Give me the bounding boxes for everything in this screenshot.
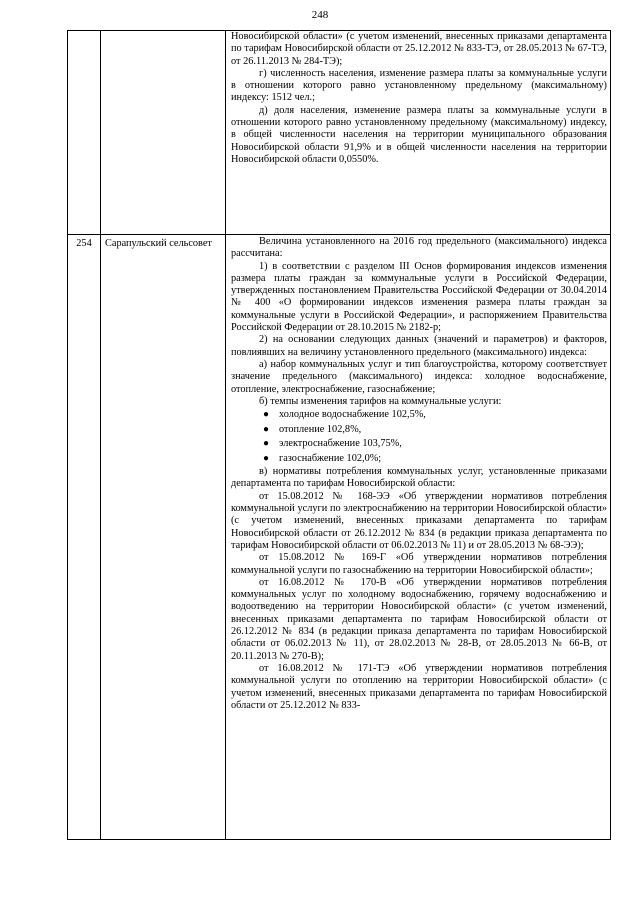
paragraph: д) доля населения, изменение размера платы за коммунальные услуги в отношении которого равно установленному предельному (максимальному) индексу, в общей численности населения на территории муниципального образования Новосибирской области 91,9% и в общей численности населения на территории Новосибирской области 0,0550%. [231, 104, 607, 165]
paragraph: от 16.08.2012 № 171-ТЭ «Об утверждении нормативов потребления коммунальной услуги по отоплению на территории Новосибирской области» (с учетом изменений, внесенных приказами департамента по тарифам Новосибирской области от 25.12.2012 № 833- [231, 662, 607, 711]
paragraph: Величина установленного на 2016 год предельного (максимального) индекса рассчитана: [231, 236, 607, 260]
list-item-text: электроснабжение 103,75%, [279, 438, 402, 450]
list-item [263, 408, 607, 423]
table-row [68, 31, 611, 235]
table-row [68, 235, 611, 840]
paragraph: от 16.08.2012 № 170-В «Об утверждении нормативов потребления коммунальных услуг по холодному водоснабжению, горячему водоснабжению и водоотведению на территории Новосибирской области» (с учетом изменений, внесенных приказами департамента по тарифам Новосибирской области от 26.12.2012 № 834 (в редакции приказа департамента по тарифам Новосибирской области от 06.02.2013 № 11), от 28.02.2013 № 28-В, от 28.05.2013 № 66-В, от 20.11.2013 № 270-В); [231, 576, 607, 662]
paragraph: от 15.08.2012 № 168-ЭЭ «Об утверждении нормативов потребления коммунальной услуги по электроснабжению на территории Новосибирской области» (с учетом изменений, внесенных приказами департамента по тарифам Новосибирской области от 26.12.2012 № 834 (в редакции приказа департамента по тарифам Новосибирской области от 06.02.2013 № 11) и от 28.05.2013 № 68-ЭЭ); [231, 490, 607, 551]
list-item [263, 423, 607, 438]
bullet-dot-icon: ● [263, 438, 270, 450]
municipality-name-cell [101, 31, 226, 235]
description-cell [226, 31, 611, 235]
list-item [263, 437, 607, 452]
bullet-dot-icon: ● [263, 409, 270, 421]
list-item-text: отопление 102,8%, [279, 423, 362, 435]
list-item-text: холодное водоснабжение 102,5%, [279, 409, 426, 421]
paragraph: от 15.08.2012 № 169-Г «Об утверждении нормативов потребления коммунальной услуги по газоснабжению на территории Новосибирской области»; [231, 552, 607, 576]
page-number: 248 [311, 9, 329, 21]
paragraph: а) набор коммунальных услуг и тип благоустройства, которому соответствует значение предельного (максимального) индекса: холодное водоснабжение, отопление, электроснабжение, газоснабжение; [231, 358, 607, 395]
paragraph: б) темпы изменения тарифов на коммунальные услуги: [259, 395, 502, 407]
row-number-cell: 254 [68, 235, 101, 840]
list-item-text: газоснабжение 102,0%; [279, 452, 382, 464]
row-number-cell [68, 31, 101, 235]
tariff-list [231, 408, 607, 466]
bullet-dot-icon: ● [263, 423, 270, 435]
paragraph: Новосибирской области» (с учетом изменений, внесенных приказами департамента по тарифам Новосибирской области от 25.12.2012 № 833-ТЭ, от 28.05.2013 № 67-ТЭ, от 26.11.2013 № 284-ТЭ); [231, 31, 607, 67]
paragraph: в) нормативы потребления коммунальных услуг, установленные приказами департамента по тарифам Новосибирской области: [231, 466, 607, 490]
paragraph: 2) на основании следующих данных (значений и параметров) и факторов, повлиявших на величину установленного предельного (максимального) индекса: [231, 334, 607, 358]
paragraph: г) численность населения, изменение размера платы за коммунальные услуги в отношении которого равно установленному предельному (максимальному) индексу: 1512 чел.; [231, 67, 607, 104]
municipality-name-cell: Сарапульский сельсовет [101, 235, 226, 840]
tariff-table [67, 30, 611, 840]
paragraph: 1) в соответствии с разделом III Основ формирования индексов изменения размера платы граждан за коммунальные услуги в Российской Федерации, утвержденных постановлением Правительства Российской Федерации от 30.04.2014 № 400 «О формировании индексов изменения размера платы граждан за коммунальные услуги в Российской Федерации», и распоряжением Правительства Российской Федерации от 28.10.2015 № 2182-р; [231, 260, 607, 334]
list-item [263, 452, 607, 467]
bullet-dot-icon: ● [263, 452, 270, 464]
description-cell [226, 235, 611, 840]
